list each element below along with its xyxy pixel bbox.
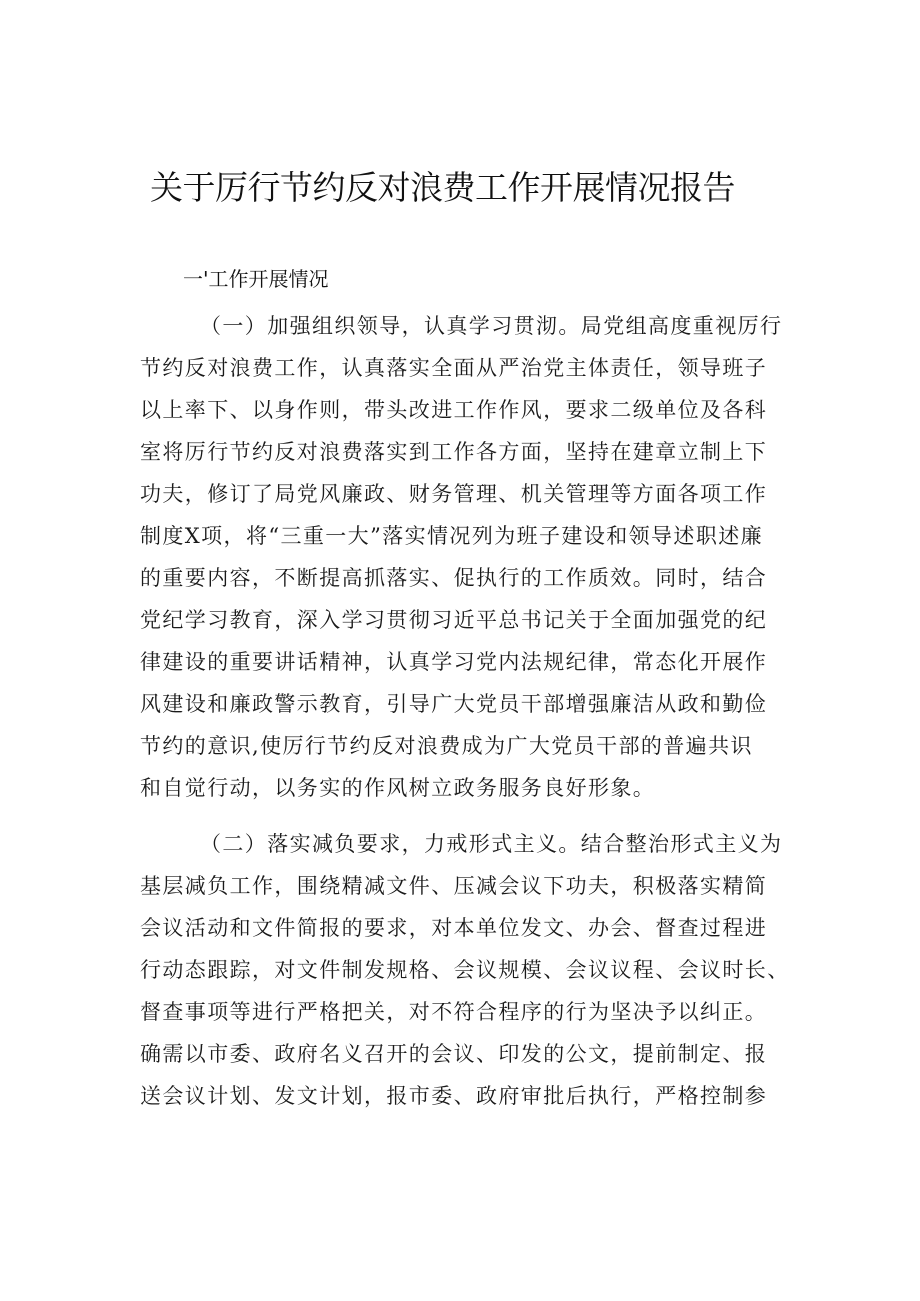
- paragraph-line: 风建设和廉政警示教育，引导广大党员干部增强廉洁从政和勤俭: [140, 692, 768, 716]
- paragraph-line: 的重要内容，不断提高抓落实、促执行的工作质效。同时，结合: [140, 566, 768, 590]
- paragraph-line: 制度X项，将“三重一大”落实情况列为班子建设和领导述职述廉: [140, 524, 764, 548]
- paragraph-1: [140, 308, 800, 800]
- paragraph-line: 党纪学习教育，深入学习贯彻习近平总书记关于全面加强党的纪: [140, 608, 768, 632]
- paragraph-line: 功夫，修订了局党风廉政、财务管理、机关管理等方面各项工作: [140, 482, 768, 506]
- paragraph-line: 节约反对浪费工作，认真落实全面从严治党主体责任，领导班子: [140, 356, 768, 380]
- paragraph-line: 以上率下、以身作则，带头改进工作作风，要求二级单位及各科: [140, 398, 768, 422]
- paragraph-line: 基层减负工作，围绕精减文件、压减会议下功夫，积极落实精简: [140, 874, 768, 898]
- paragraph-line: 会议活动和文件简报的要求，对本单位发文、办会、督查过程进: [140, 916, 768, 940]
- paragraph-line: 行动态跟踪，对文件制发规格、会议规模、会议议程、会议时长、: [140, 958, 790, 982]
- paragraph-line: （二）落实减负要求，力戒形式主义。结合整治形式主义为: [200, 832, 783, 856]
- paragraph-line: 室将厉行节约反对浪费落实到工作各方面，坚持在建章立制上下: [140, 440, 768, 464]
- paragraph-line: 送会议计划、发文计划，报市委、政府审批后执行，严格控制参: [140, 1084, 768, 1108]
- paragraph-line: 督查事项等进行严格把关，对不符合程序的行为坚决予以纠正。: [140, 1000, 768, 1024]
- paragraph-line: 确需以市委、政府名义召开的会议、印发的公文，提前制定、报: [140, 1042, 768, 1066]
- paragraph-line: （一）加强组织领导，认真学习贯沏。局党组高度重视厉行: [200, 314, 783, 338]
- paragraph-2: [140, 826, 800, 1126]
- section-heading: 一'工作开展情况: [183, 267, 329, 291]
- paragraph-line: 和自觉行动，以务实的作风树立政务服务良好形象。: [140, 776, 656, 800]
- paragraph-line: 节约的意识,使厉行节约反对浪费成为广大党员干部的普遍共识: [140, 734, 753, 758]
- paragraph-line: 律建设的重要讲话精神，认真学习党内法规纪律，常态化开展作: [140, 650, 768, 674]
- document-title: 关于厉行节约反对浪费工作开展情况报告: [150, 168, 735, 207]
